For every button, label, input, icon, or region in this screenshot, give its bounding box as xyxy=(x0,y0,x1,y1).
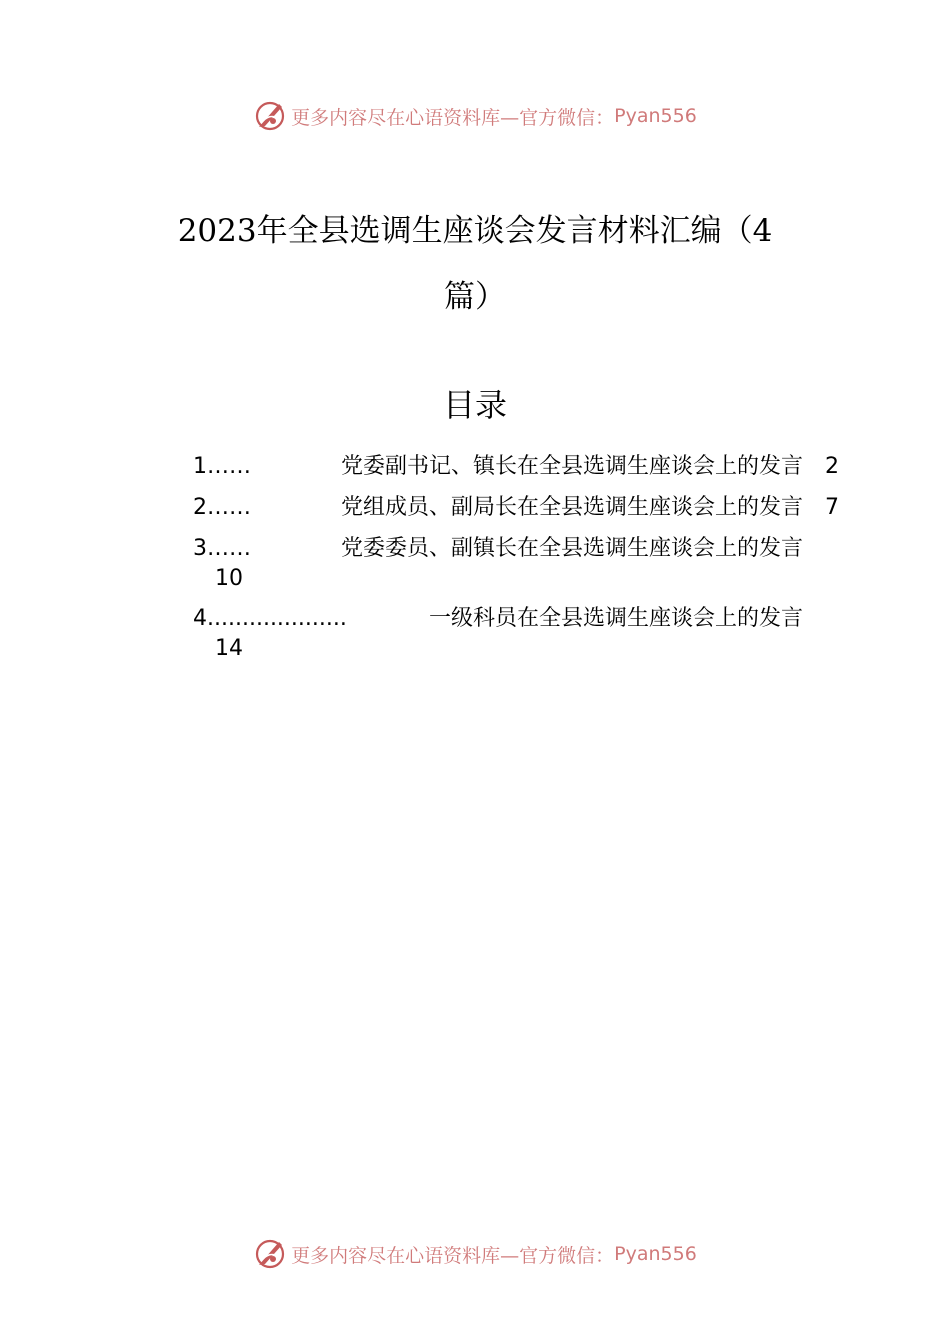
toc-entry-3[interactable] xyxy=(193,534,853,604)
title-line-2: 篇） xyxy=(444,279,506,315)
toc-entry-leader: …… xyxy=(207,495,251,520)
toc-entry-title: 党委副书记、镇长在全县选调生座谈会上的发言 xyxy=(340,454,803,479)
toc-entry-page: 10 xyxy=(215,566,243,591)
document-title xyxy=(130,198,820,330)
quill-pen-logo-icon xyxy=(253,1237,287,1271)
toc-entry-page: 2 xyxy=(825,454,839,479)
footer-watermark xyxy=(0,1234,950,1274)
toc-entry-page: 7 xyxy=(825,495,839,520)
watermark-text: 更多内容尽在心语资料库—官方微信： xyxy=(291,106,615,129)
toc-entry-4[interactable] xyxy=(193,604,853,674)
toc-entry-number: 2 xyxy=(193,495,207,520)
toc-entry-leader: …… xyxy=(207,536,251,561)
toc-entry-page: 14 xyxy=(215,636,243,661)
toc-entry-leader: .................... xyxy=(207,606,347,631)
toc-entry-title: 党委委员、副镇长在全县选调生座谈会上的发言 xyxy=(340,536,803,561)
toc-entry-number: 1 xyxy=(193,454,207,479)
toc-entry-title: 党组成员、副局长在全县选调生座谈会上的发言 xyxy=(340,495,803,520)
toc-entry-2[interactable] xyxy=(193,493,853,534)
header-watermark xyxy=(0,96,950,136)
watermark-text: 更多内容尽在心语资料库—官方微信： xyxy=(291,1244,615,1267)
watermark-handle: Pyan556 xyxy=(614,105,697,127)
watermark-handle: Pyan556 xyxy=(614,1243,697,1265)
toc-heading: 目录 xyxy=(442,386,507,424)
title-line-1: 2023年全县选调生座谈会发言材料汇编（4 xyxy=(177,213,773,249)
toc-entry-leader: …… xyxy=(207,454,251,479)
table-of-contents xyxy=(193,452,853,674)
toc-entry-number: 3 xyxy=(193,536,207,561)
quill-pen-logo-icon xyxy=(253,99,287,133)
toc-entry-1[interactable] xyxy=(193,452,853,493)
toc-entry-title: 一级科员在全县选调生座谈会上的发言 xyxy=(428,606,803,631)
toc-entry-number: 4 xyxy=(193,606,207,631)
